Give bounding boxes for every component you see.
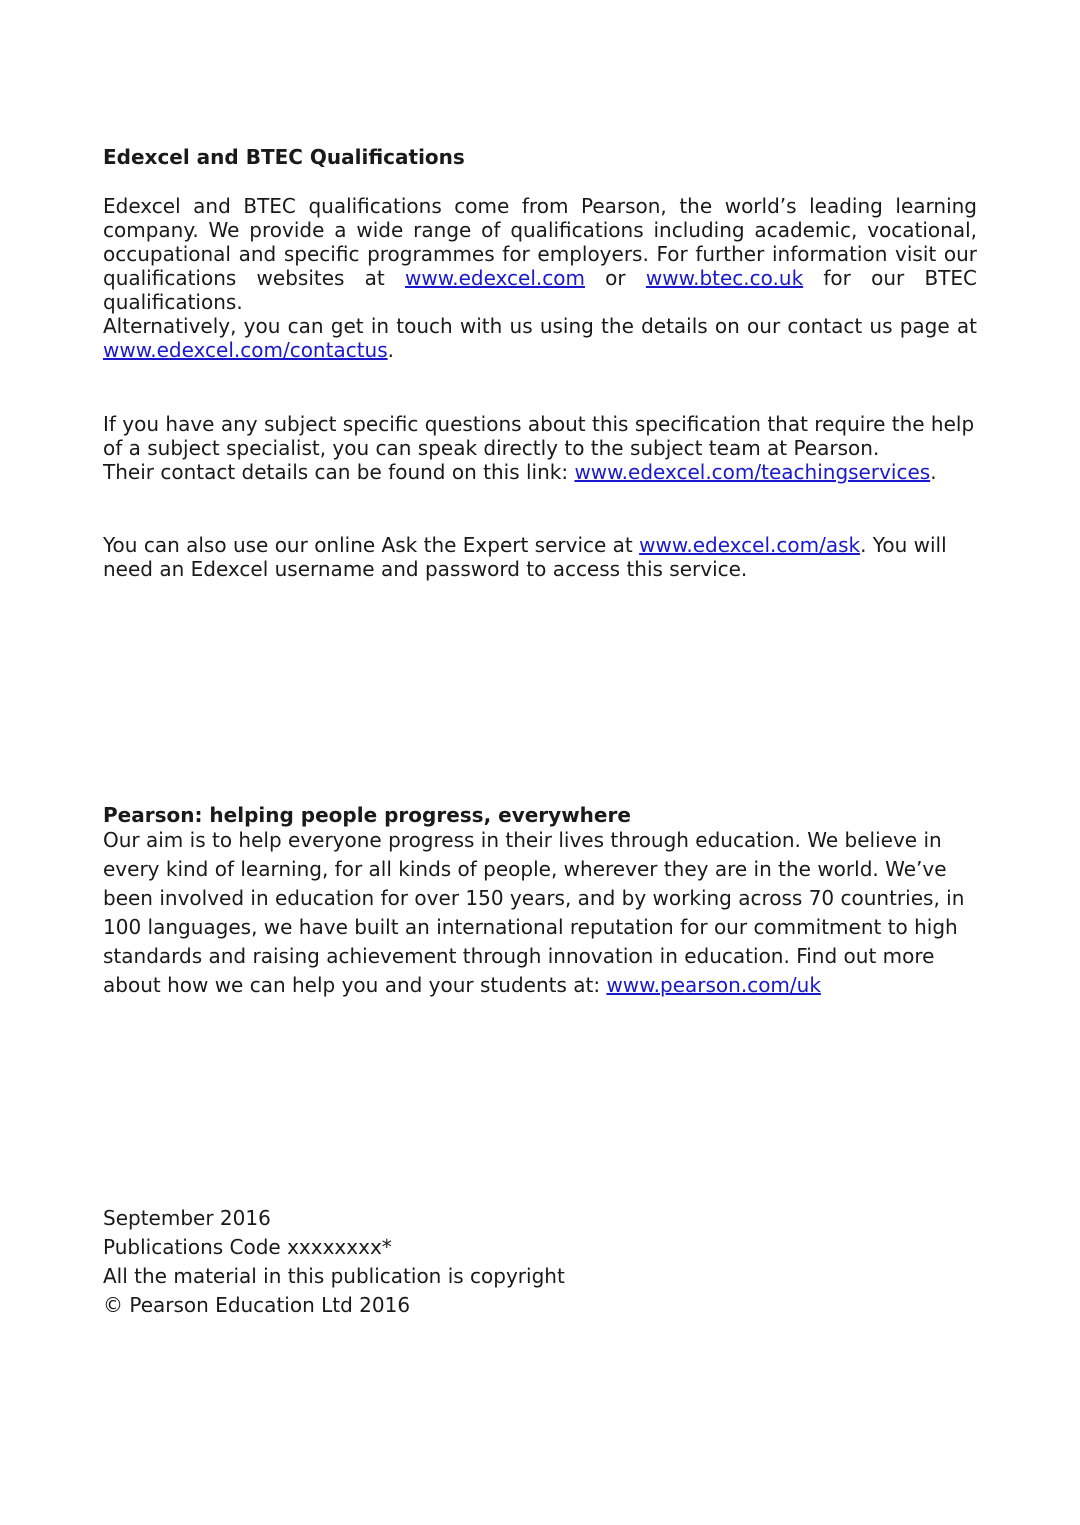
period: . [930,460,937,484]
edexcel-link[interactable]: www.edexcel.com [404,266,585,290]
specialist-text: If you have any subject specific questions about this specification that require the help of a subject specialist, you can speak directly to the subject team at Pearson. [103,412,975,460]
contact-text: Alternatively, you can get in touch with us using the details on our contact us page at [103,314,977,338]
ask-expert-text: You can also use our online Ask the Expert service at [103,533,640,557]
section-heading-pearson: Pearson: helping people progress, everywhere [103,803,631,827]
contactus-link[interactable]: www.edexcel.com/contactus [103,338,388,362]
publication-date: September 2016 [103,1206,271,1230]
copyright-holder: © Pearson Education Ltd 2016 [103,1293,411,1317]
copyright-line: All the material in this publication is copyright [103,1264,565,1288]
teachingservices-link[interactable]: www.edexcel.com/teachingservices [574,460,931,484]
qualifications-paragraph [103,194,977,362]
ask-expert-paragraph [103,533,973,581]
section-heading-qualifications: Edexcel and BTEC Qualifications [103,145,465,169]
pearson-text: Our aim is to help everyone progress in their lives through education. We believe in every kind of learning, for all kinds of people, wherever they are in the world. We’ve been involved in education for over 150 years, and by working across 70 countries, in 100 languages, we have built an international reputation for our commitment to high standards and raising achievement through innovation in education. Find out more about how we can help you and your students at: [103,828,965,997]
ask-expert-text-2: . You will need an Edexcel username and password to access this service. [103,533,947,581]
contact-details-text: Their contact details can be found on this link: [103,460,575,484]
or-text: or [584,266,646,290]
subject-specialist-paragraph [103,412,977,484]
ask-link[interactable]: www.edexcel.com/ask [639,533,861,557]
publication-code: Publications Code xxxxxxxx* [103,1235,392,1259]
btec-text: for our BTEC qualifications. [103,266,977,314]
pearson-link[interactable]: www.pearson.com/uk [606,973,821,997]
publication-footer [103,1204,977,1320]
qualifications-text: Edexcel and BTEC qualifications come from Pearson, the world’s leading learning company. We provide a wide range of qualifications including academic, vocational, occupational and specific programmes for employers. For further information visit our qualifications websites at [103,194,977,290]
pearson-paragraph [103,826,975,1000]
btec-link[interactable]: www.btec.co.uk [645,266,804,290]
period: . [387,338,394,362]
